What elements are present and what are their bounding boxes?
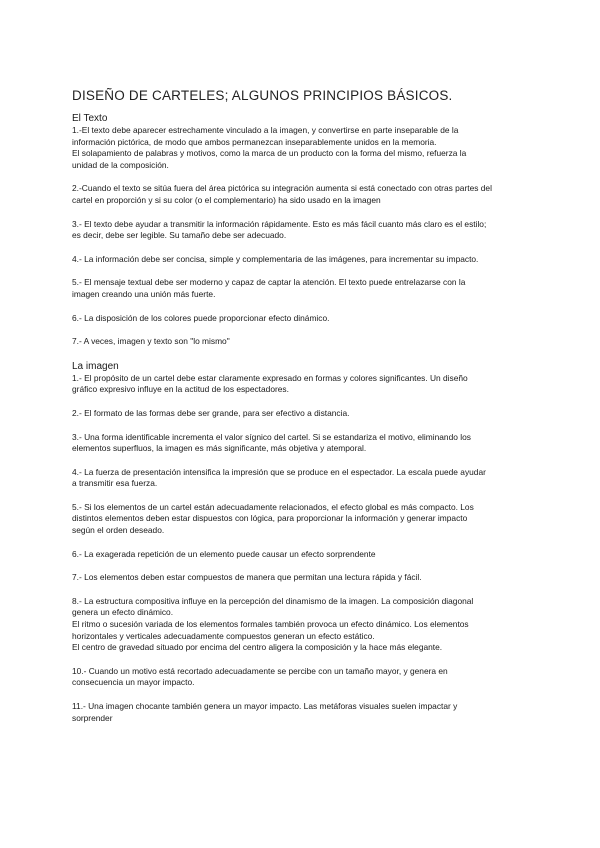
text-line: unidad de la composición. <box>72 159 169 170</box>
paragraph <box>72 467 532 490</box>
paragraph <box>72 254 532 266</box>
text-line: 5.- Si los elementos de un cartel están adecuadamente relacionados, el efecto global es más compacto. Los <box>72 501 474 512</box>
text-line: según el orden deseado. <box>72 525 165 536</box>
text-line: 8.- La estructura compositiva influye en la percepción del dinamismo de la imagen. La composición diagonal <box>72 595 474 606</box>
text-line: El solapamiento de palabras y motivos, como la marca de un producto con la forma del mismo, refuerza la <box>72 148 467 159</box>
paragraph <box>72 219 532 242</box>
paragraph <box>72 336 532 348</box>
text-line: 1.-El texto debe aparecer estrechamente vinculado a la imagen, y convertirse en parte inseparable de la <box>72 125 459 135</box>
paragraph <box>72 549 532 561</box>
text-line: a transmitir esa fuerza. <box>72 478 158 489</box>
document-title: DISEÑO DE CARTELES; ALGUNOS PRINCIPIOS BÁSICOS. <box>72 88 453 103</box>
text-line: 7.- Los elementos deben estar compuestos de manera que permitan una lectura rápida y fácil. <box>72 572 422 583</box>
text-line: 2.-Cuando el texto se sitúa fuera del área pictórica su integración aumenta si está conectado con otras partes del <box>72 183 492 194</box>
text-line: cartel en proporción y si su color (o el complementario) ha sido usado en la imagen <box>72 194 381 205</box>
paragraph <box>72 666 532 689</box>
text-line: distintos elementos deben estar dispuestos con lógica, para proporcionar la información y generar impacto <box>72 513 468 524</box>
text-line: elementos superfluos, la imagen es más significante, más objetiva y atemporal. <box>72 443 367 454</box>
text-line: 11.- Una imagen chocante también genera un mayor impacto. Las metáforas visuales suelen impactar y <box>72 701 458 711</box>
text-line: 10.- Cuando un motivo está recortado adecuadamente se percibe con un tamaño mayor, y genera en <box>72 665 448 676</box>
text-line: 6.- La disposición de los colores puede proporcionar efecto dinámico. <box>72 312 330 323</box>
paragraph <box>72 701 532 724</box>
paragraph <box>72 502 532 537</box>
text-line: 5.- El mensaje textual debe ser moderno y capaz de captar la atención. El texto puede entrelazarse con la <box>72 277 466 288</box>
text-line: El centro de gravedad situado por encima del centro aligera la composición y la hace más elegante. <box>72 642 443 653</box>
text-line: información pictórica, de modo que ambos permanezcan inseparablemente unidos en la memoria. <box>72 136 437 147</box>
text-line: 2.- El formato de las formas debe ser grande, para ser efectivo a distancia. <box>72 407 350 418</box>
paragraph <box>72 183 532 206</box>
text-line: 3.- El texto debe ayudar a transmitir la información rápidamente. Esto es más fácil cuanto más claro es el estilo; <box>72 218 487 229</box>
paragraph <box>72 313 532 325</box>
section <box>72 112 532 348</box>
paragraph <box>72 125 532 171</box>
paragraph <box>72 408 532 420</box>
text-line: sorprender <box>72 712 113 723</box>
paragraph <box>72 277 532 300</box>
paragraph <box>72 373 532 396</box>
text-line: 3.- Una forma identificable incrementa el valor sígnico del cartel. Si se estandariza el motivo, eliminando los <box>72 431 471 442</box>
text-line: 6.- La exagerada repetición de un elemento puede causar un efecto sorprendente <box>72 548 376 559</box>
paragraph <box>72 432 532 455</box>
paragraph <box>72 572 532 584</box>
text-line: 4.- La información debe ser concisa, simple y complementaria de las imágenes, para incrementar su impacto. <box>72 253 479 264</box>
text-line: horizontales y verticales adecuadamente compuestos generan un efecto estático. <box>72 630 375 641</box>
text-line: 4.- La fuerza de presentación intensifica la impresión que se produce en el espectador. La escala puede ayudar <box>72 466 486 477</box>
text-line: 1.- El propósito de un cartel debe estar claramente expresado en formas y colores significantes. Un diseño <box>72 372 468 383</box>
section <box>72 360 532 724</box>
text-line: gráfico expresivo influye en la actitud de los espectadores. <box>72 384 289 395</box>
text-line: imagen creando una unión más fuerte. <box>72 288 216 299</box>
text-line: genera un efecto dinámico. <box>72 607 174 618</box>
text-line: es decir, debe ser legible. Su tamaño debe ser adecuado. <box>72 230 287 241</box>
paragraph <box>72 596 532 654</box>
document-page <box>72 88 532 736</box>
text-line: consecuencia un mayor impacto. <box>72 677 195 688</box>
section-heading: El Texto <box>72 113 108 124</box>
document-body <box>72 112 532 724</box>
text-line: El ritmo o sucesión variada de los elementos formales también provoca un efecto dinámico. Los elementos <box>72 619 469 630</box>
text-line: 7.- A veces, imagen y texto son "lo mismo" <box>72 336 230 347</box>
section-heading: La imagen <box>72 360 119 372</box>
